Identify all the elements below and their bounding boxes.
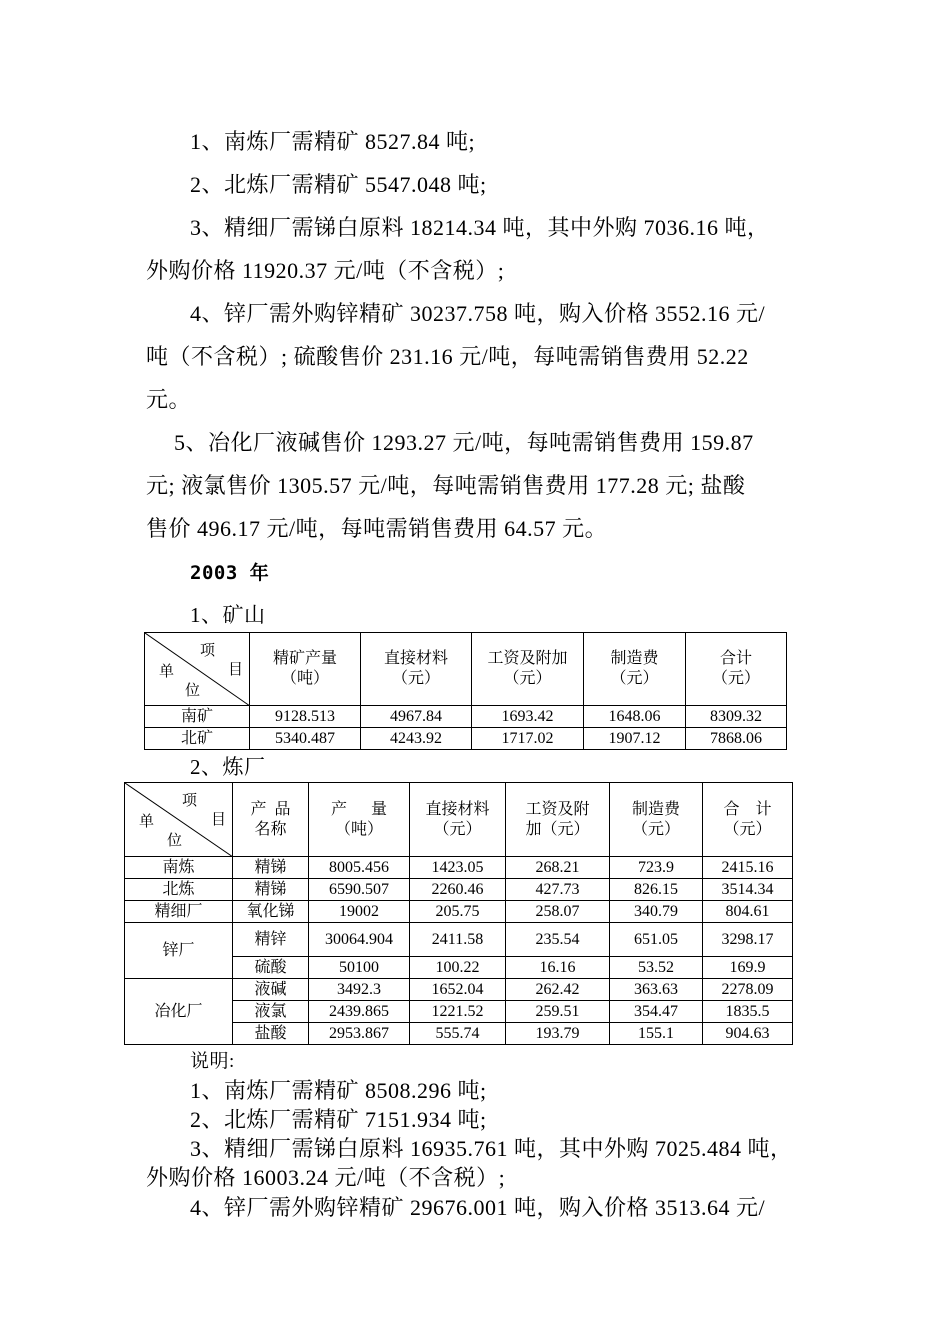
intro-line-6: 吨（不含税）; 硫酸售价 231.16 元/吨，每吨需销售费用 52.22 <box>146 344 749 369</box>
table-cell: 2411.58 <box>410 923 506 957</box>
smelter-cost-table <box>124 782 793 1045</box>
year-heading: 2003 年 <box>190 562 270 584</box>
mine-corner-unit-a: 单 <box>159 664 175 680</box>
table-cell: 盐酸 <box>233 1023 309 1045</box>
table-cell: 精锑 <box>233 879 309 901</box>
mine-unit-south: 南矿 <box>145 706 250 728</box>
smelter-unit-chemical: 冶化厂 <box>125 979 233 1045</box>
intro-line-10: 售价 496.17 元/吨，每吨需销售费用 64.57 元。 <box>146 516 608 541</box>
table-cell: 3298.17 <box>703 923 793 957</box>
table-cell: 30064.904 <box>309 923 410 957</box>
table-cell: 液氯 <box>233 1001 309 1023</box>
intro-line-1: 1、南炼厂需精矿 8527.84 吨; <box>190 129 476 154</box>
table-cell: 354.47 <box>610 1001 703 1023</box>
smelter-header-total: 合 计 （元） <box>703 783 793 857</box>
notes-line-5: 4、锌厂需外购锌精矿 29676.001 吨，购入价格 3513.64 元/ <box>190 1195 766 1220</box>
table-cell: 2278.09 <box>703 979 793 1001</box>
table-cell: 7868.06 <box>686 728 787 750</box>
notes-line-4: 外购价格 16003.24 元/吨（不含税）; <box>146 1165 506 1190</box>
table-cell: 555.74 <box>410 1023 506 1045</box>
intro-line-9: 元; 液氯售价 1305.57 元/吨，每吨需销售费用 177.28 元; 盐酸 <box>146 473 746 498</box>
table-cell: 259.51 <box>506 1001 610 1023</box>
smelter-header-wages: 工资及附 加（元） <box>506 783 610 857</box>
table-row <box>145 728 787 750</box>
table-cell: 826.15 <box>610 879 703 901</box>
table-cell: 1652.04 <box>410 979 506 1001</box>
table-row <box>125 979 793 1001</box>
table-row <box>125 857 793 879</box>
table-cell: 723.9 <box>610 857 703 879</box>
intro-line-3: 3、精细厂需锑白原料 18214.34 吨，其中外购 7036.16 吨， <box>190 215 770 240</box>
mine-header-manufacturing: 制造费 （元） <box>584 633 686 706</box>
smelter-corner-unit-b: 位 <box>167 833 183 849</box>
table-cell: 100.22 <box>410 957 506 979</box>
intro-line-5: 4、锌厂需外购锌精矿 30237.758 吨，购入价格 3552.16 元/ <box>190 301 766 326</box>
notes-line-2: 2、北炼厂需精矿 7151.934 吨; <box>190 1107 487 1132</box>
table-cell: 904.63 <box>703 1023 793 1045</box>
table-cell: 1648.06 <box>584 706 686 728</box>
notes-label: 说明: <box>190 1051 235 1072</box>
table-cell: 262.42 <box>506 979 610 1001</box>
table-cell: 363.63 <box>610 979 703 1001</box>
table-cell: 1907.12 <box>584 728 686 750</box>
table-cell: 340.79 <box>610 901 703 923</box>
table-cell: 1423.05 <box>410 857 506 879</box>
table-cell: 50100 <box>309 957 410 979</box>
mine-header-row <box>145 633 787 706</box>
table-cell: 氧化锑 <box>233 901 309 923</box>
table-cell: 3492.3 <box>309 979 410 1001</box>
smelter-header-row <box>125 783 793 857</box>
table-cell: 155.1 <box>610 1023 703 1045</box>
smelter-unit-south: 南炼 <box>125 857 233 879</box>
mine-header-total: 合计 （元） <box>686 633 787 706</box>
smelter-corner-item-b: 目 <box>211 812 227 828</box>
table-cell: 2260.46 <box>410 879 506 901</box>
table-cell: 1717.02 <box>472 728 584 750</box>
smelter-unit-fine-chem: 精细厂 <box>125 901 233 923</box>
table-cell: 169.9 <box>703 957 793 979</box>
intro-line-8: 5、冶化厂液碱售价 1293.27 元/吨，每吨需销售费用 159.87 <box>174 430 754 455</box>
table-cell: 1835.5 <box>703 1001 793 1023</box>
mine-corner-unit-b: 位 <box>185 683 201 699</box>
mine-section-title: 1、矿山 <box>190 603 266 627</box>
table-cell: 804.61 <box>703 901 793 923</box>
table-cell: 精锑 <box>233 857 309 879</box>
table-cell: 268.21 <box>506 857 610 879</box>
table-cell: 8309.32 <box>686 706 787 728</box>
mine-header-output: 精矿产量 （吨） <box>250 633 361 706</box>
table-cell: 235.54 <box>506 923 610 957</box>
mine-corner-item-a: 项 <box>200 643 216 659</box>
table-row <box>125 901 793 923</box>
smelter-section-title: 2、炼厂 <box>190 755 266 779</box>
table-cell: 5340.487 <box>250 728 361 750</box>
smelter-header-direct-material: 直接材料 （元） <box>410 783 506 857</box>
smelter-header-manufacturing: 制造费 （元） <box>610 783 703 857</box>
table-cell: 4967.84 <box>361 706 472 728</box>
mine-header-wages: 工资及附加 （元） <box>472 633 584 706</box>
smelter-unit-north: 北炼 <box>125 879 233 901</box>
table-cell: 258.07 <box>506 901 610 923</box>
smelter-header-product: 产 品 名称 <box>233 783 309 857</box>
table-cell: 8005.456 <box>309 857 410 879</box>
mine-header-direct-material: 直接材料 （元） <box>361 633 472 706</box>
table-cell: 1221.52 <box>410 1001 506 1023</box>
table-cell: 19002 <box>309 901 410 923</box>
notes-line-1: 1、南炼厂需精矿 8508.296 吨; <box>190 1078 487 1103</box>
mine-unit-north: 北矿 <box>145 728 250 750</box>
table-cell: 4243.92 <box>361 728 472 750</box>
table-cell: 9128.513 <box>250 706 361 728</box>
table-cell: 651.05 <box>610 923 703 957</box>
table-cell: 3514.34 <box>703 879 793 901</box>
table-cell: 205.75 <box>410 901 506 923</box>
table-cell: 193.79 <box>506 1023 610 1045</box>
smelter-corner-unit-a: 单 <box>139 814 155 830</box>
table-cell: 53.52 <box>610 957 703 979</box>
table-cell: 精锌 <box>233 923 309 957</box>
mine-cost-table <box>144 632 787 750</box>
table-cell: 16.16 <box>506 957 610 979</box>
intro-line-7: 元。 <box>146 387 192 412</box>
intro-line-2: 2、北炼厂需精矿 5547.048 吨; <box>190 172 487 197</box>
smelter-header-output: 产 量 （吨） <box>309 783 410 857</box>
mine-corner-item-b: 目 <box>228 662 244 678</box>
table-row <box>125 879 793 901</box>
intro-line-4: 外购价格 11920.37 元/吨（不含税）; <box>146 258 505 283</box>
table-row <box>145 706 787 728</box>
mine-corner-cell <box>145 633 250 706</box>
table-cell: 2439.865 <box>309 1001 410 1023</box>
table-cell: 2953.867 <box>309 1023 410 1045</box>
smelter-unit-zinc: 锌厂 <box>125 923 233 979</box>
table-cell: 1693.42 <box>472 706 584 728</box>
table-cell: 2415.16 <box>703 857 793 879</box>
smelter-corner-item-a: 项 <box>182 793 198 809</box>
table-cell: 427.73 <box>506 879 610 901</box>
table-row <box>125 923 793 957</box>
table-cell: 液碱 <box>233 979 309 1001</box>
notes-line-3: 3、精细厂需锑白原料 16935.761 吨，其中外购 7025.484 吨， <box>190 1136 793 1161</box>
smelter-corner-cell <box>125 783 233 857</box>
table-cell: 硫酸 <box>233 957 309 979</box>
table-cell: 6590.507 <box>309 879 410 901</box>
